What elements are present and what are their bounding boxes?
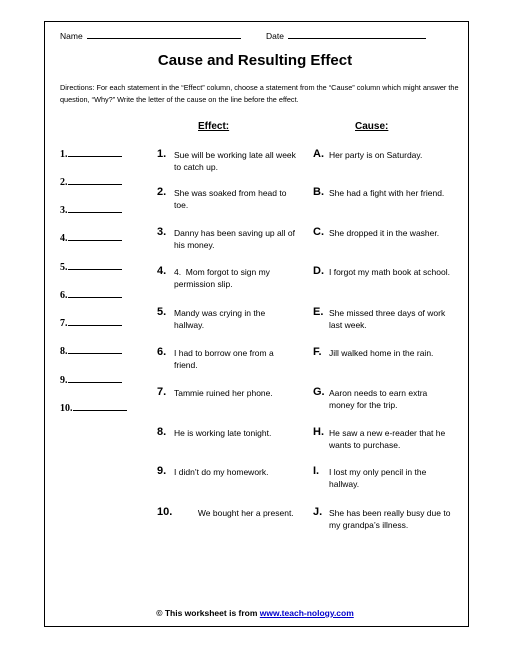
answer-blank[interactable] [68,204,122,213]
effect-column-header: Effect: [198,121,230,132]
answer-number: 10. [60,403,73,414]
answer-blank[interactable] [68,232,122,241]
effect-item [157,188,297,211]
cause-letter: G. [313,386,325,398]
effect-text: He is working late tonight. [174,428,272,438]
effect-number: 1. [157,148,167,160]
cause-item [313,428,451,451]
effect-number: 8. [157,426,167,438]
name-field [60,30,241,41]
cause-letter: I. [313,465,320,477]
cause-letter: A. [313,148,324,160]
answer-line-6[interactable] [60,289,122,301]
date-label: Date [266,31,284,41]
cause-letter: H. [313,426,324,438]
name-line [87,30,241,39]
answer-blank[interactable] [68,289,122,298]
answer-blank[interactable] [73,402,127,411]
cause-letter: D. [313,265,324,277]
effect-number: 4. [157,265,167,277]
effect-text: We bought her a present. [179,508,294,518]
effect-text: Mandy was crying in the hallway. [174,308,268,330]
cause-text: She missed three days of work last week. [329,308,446,330]
effect-item [157,467,297,479]
cause-text: Jill walked home in the rain. [329,348,434,358]
effect-text: Tammie ruined her phone. [174,388,273,398]
footer-link[interactable]: www.teach-nology.com [259,608,354,618]
effect-item [157,267,297,290]
effect-text: Sue will be working late all week to catch up. [174,150,299,172]
effect-number: 3. [157,226,167,238]
answer-number: 9. [60,375,68,386]
cause-text: She had a fight with her friend. [329,188,445,198]
answer-number: 4. [60,233,68,244]
answer-blank[interactable] [68,345,122,354]
answer-line-7[interactable] [60,317,122,329]
effect-number: 2. [157,186,167,198]
effect-text: I had to borrow one from a friend. [174,348,277,370]
answer-number: 6. [60,290,68,301]
effect-number: 10. [157,506,173,518]
answer-number: 5. [60,262,68,273]
cause-column-header: Cause: [355,121,389,132]
answer-number: 1. [60,149,68,160]
cause-letter: F. [313,346,322,358]
answer-blank[interactable] [68,317,122,326]
cause-letter: B. [313,186,324,198]
answer-number: 7. [60,318,68,329]
answer-line-5[interactable] [60,261,122,273]
cause-letter: J. [313,506,323,518]
answer-line-10[interactable] [60,402,127,414]
answer-line-4[interactable] [60,232,122,244]
effect-item [157,508,297,520]
effect-item [157,308,297,331]
answer-line-3[interactable] [60,204,122,216]
effect-text: 4. Mom forgot to sign my permission slip. [174,267,273,289]
effect-text: Danny has been saving up all of his money. [174,228,298,250]
answer-blank[interactable] [68,148,122,157]
cause-text: I forgot my math book at school. [329,267,450,277]
answer-line-2[interactable] [60,176,122,188]
page-title: Cause and Resulting Effect [157,52,353,69]
directions-text: Directions: For each statement in the “Effect” column, choose a statement from the “Cause” column which might answer the question, “Why?” Write the letter of the cause on the line before the effect. [60,83,459,104]
effect-number: 7. [157,386,167,398]
answer-line-8[interactable] [60,345,122,357]
effect-item [157,348,297,371]
cause-item [313,508,451,531]
cause-item [313,267,451,279]
answer-line-1[interactable] [60,148,122,160]
effect-text: She was soaked from head to toe. [174,188,289,210]
cause-text: He saw a new e-reader that he wants to purchase. [329,428,446,450]
cause-text: She dropped it in the washer. [329,228,440,238]
date-field [266,30,426,41]
cause-text: She has been really busy due to my grandpa’s illness. [329,508,451,530]
answer-number: 2. [60,177,68,188]
cause-item [313,308,451,331]
cause-item [313,467,451,490]
cause-text: I lost my only pencil in the hallway. [329,467,427,489]
effect-item [157,388,297,400]
effect-item [157,428,297,440]
effect-text: I didn’t do my homework. [174,467,269,477]
effect-number: 6. [157,346,167,358]
cause-item [313,388,451,411]
cause-item [313,348,451,360]
effect-item [157,228,297,251]
answer-number: 8. [60,346,68,357]
effect-number: 9. [157,465,167,477]
effect-item [157,150,297,173]
cause-letter: C. [313,226,324,238]
cause-item [313,228,451,240]
cause-item [313,150,451,162]
cause-letter: E. [313,306,324,318]
footer-text: © This worksheet is from [156,608,258,618]
name-label: Name [60,31,83,41]
answer-line-9[interactable] [60,374,122,386]
answer-blank[interactable] [68,176,122,185]
cause-item [313,188,451,200]
answer-blank[interactable] [68,374,122,383]
answer-blank[interactable] [68,261,122,270]
footer [0,608,510,618]
effect-number: 5. [157,306,167,318]
date-line [288,30,426,39]
cause-text: Her party is on Saturday. [329,150,423,160]
answer-number: 3. [60,205,68,216]
cause-text: Aaron needs to earn extra money for the trip. [329,388,428,410]
